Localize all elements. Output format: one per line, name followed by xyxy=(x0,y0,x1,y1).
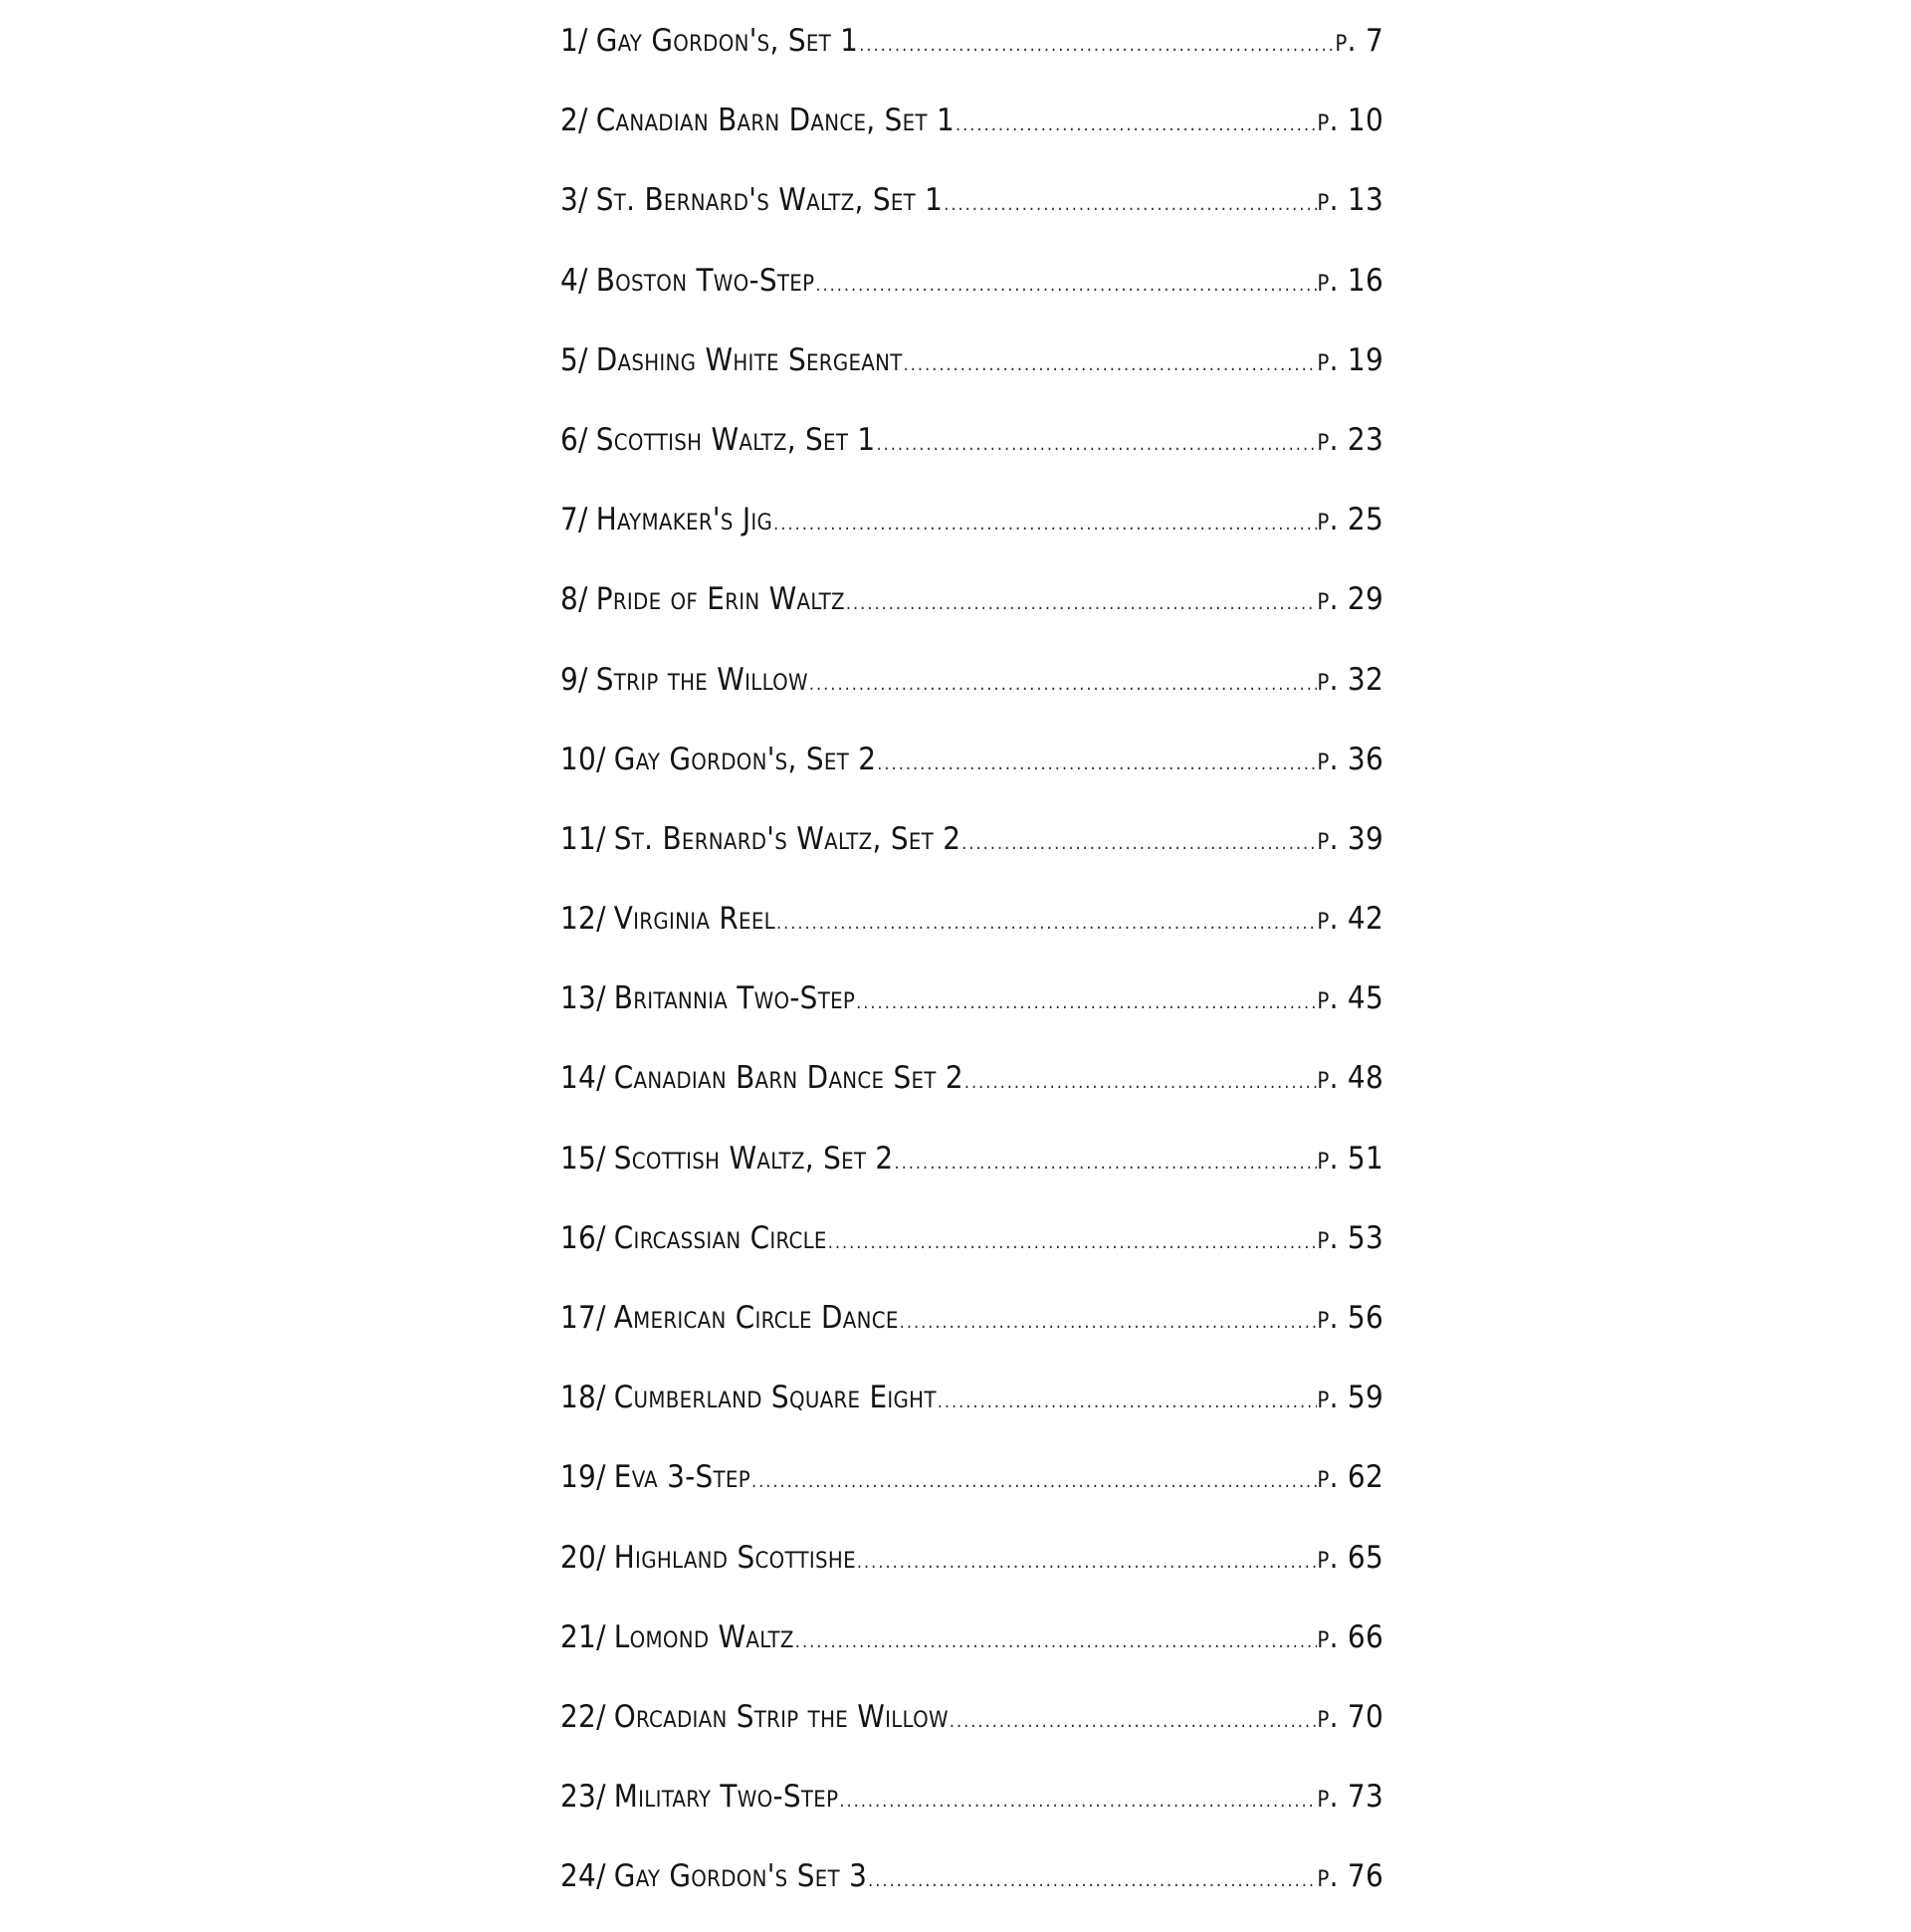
entry-number: 20/ xyxy=(560,1539,606,1576)
toc-entry xyxy=(560,1053,1383,1133)
page-prefix: p. xyxy=(1317,262,1339,299)
page-prefix: p. xyxy=(1317,820,1339,857)
entry-page-number: 13 xyxy=(1347,182,1383,219)
entry-number: 15/ xyxy=(560,1140,606,1177)
entry-number: 16/ xyxy=(560,1219,606,1256)
entry-title: St. Bernard's Waltz, Set 1 xyxy=(595,182,944,219)
entry-page-ref xyxy=(1317,1533,1383,1583)
page-prefix: p. xyxy=(1317,741,1339,777)
toc-entry xyxy=(560,574,1383,654)
dot-leader xyxy=(960,819,1317,869)
page-prefix: p. xyxy=(1317,661,1339,698)
page-prefix: p. xyxy=(1317,1300,1339,1336)
entry-page-ref xyxy=(1317,96,1383,145)
dot-leader xyxy=(808,660,1317,710)
entry-number: 7/ xyxy=(560,502,588,538)
toc-entry xyxy=(560,1533,1383,1612)
entry-number: 18/ xyxy=(560,1380,606,1416)
entry-title: Canadian Barn Dance, Set 1 xyxy=(595,103,955,139)
entry-title: Pride of Erin Waltz xyxy=(595,581,845,618)
entry-page-number: 10 xyxy=(1347,103,1383,139)
entry-page-ref xyxy=(1317,814,1383,864)
entry-title: Strip the Willow xyxy=(595,661,808,698)
dot-leader xyxy=(937,1378,1318,1427)
dot-leader xyxy=(893,1139,1317,1188)
dot-leader xyxy=(775,899,1317,949)
page-prefix: p. xyxy=(1317,1858,1339,1895)
dot-leader xyxy=(814,261,1317,311)
toc-entry xyxy=(560,894,1383,973)
dot-leader xyxy=(963,1058,1317,1108)
entry-page-ref xyxy=(1317,1293,1383,1343)
page-prefix: p. xyxy=(1317,502,1339,538)
entry-page-ref xyxy=(1317,735,1383,784)
toc-entry xyxy=(560,1134,1383,1213)
entry-title: Eva 3-Step xyxy=(613,1459,750,1496)
entry-number: 19/ xyxy=(560,1459,606,1496)
toc-entry xyxy=(560,96,1383,175)
entry-page-ref xyxy=(1317,1452,1383,1502)
dot-leader xyxy=(899,1298,1318,1348)
dot-leader xyxy=(856,1538,1317,1588)
entry-title: Scottish Waltz, Set 2 xyxy=(613,1140,894,1177)
toc-entry xyxy=(560,1612,1383,1692)
page-prefix: p. xyxy=(1317,1380,1339,1416)
entry-page-number: 36 xyxy=(1347,741,1383,777)
entry-page-ref xyxy=(1317,1692,1383,1742)
dot-leader xyxy=(955,101,1317,150)
entry-title: Gay Gordon's Set 3 xyxy=(613,1858,868,1895)
toc-entry xyxy=(560,16,1383,96)
entry-number: 21/ xyxy=(560,1618,606,1655)
entry-page-number: 29 xyxy=(1347,581,1383,618)
entry-page-number: 73 xyxy=(1347,1779,1383,1816)
entry-page-number: 59 xyxy=(1347,1380,1383,1416)
entry-number: 9/ xyxy=(560,661,588,698)
entry-page-number: 76 xyxy=(1347,1858,1383,1895)
entry-number: 13/ xyxy=(560,980,606,1017)
dot-leader xyxy=(845,579,1317,629)
entry-title: Lomond Waltz xyxy=(613,1618,794,1655)
toc-entry xyxy=(560,1772,1383,1851)
entry-page-number: 32 xyxy=(1347,661,1383,698)
entry-number: 23/ xyxy=(560,1779,606,1816)
entry-page-number: 45 xyxy=(1347,980,1383,1017)
entry-number: 12/ xyxy=(560,901,606,938)
entry-number: 8/ xyxy=(560,581,588,618)
entry-number: 17/ xyxy=(560,1300,606,1336)
entry-title: St. Bernard's Waltz, Set 2 xyxy=(613,820,961,857)
entry-title: Scottish Waltz, Set 1 xyxy=(595,421,876,458)
entry-page-number: 39 xyxy=(1347,820,1383,857)
entry-page-ref xyxy=(1317,1851,1383,1901)
toc-entry xyxy=(560,1373,1383,1452)
entry-number: 10/ xyxy=(560,741,606,777)
page-prefix: p. xyxy=(1317,980,1339,1017)
entry-page-number: 16 xyxy=(1347,262,1383,299)
table-of-contents xyxy=(560,16,1383,1932)
entry-number: 24/ xyxy=(560,1858,606,1895)
toc-entry xyxy=(560,175,1383,255)
toc-entry xyxy=(560,256,1383,335)
entry-page-number: 19 xyxy=(1347,341,1383,378)
entry-number: 11/ xyxy=(560,820,606,857)
dot-leader xyxy=(855,978,1317,1028)
page-prefix: p. xyxy=(1317,1060,1339,1097)
entry-page-ref xyxy=(1317,1053,1383,1103)
toc-entry xyxy=(560,1213,1383,1293)
entry-page-ref xyxy=(1317,256,1383,306)
page-prefix: p. xyxy=(1317,103,1339,139)
page-prefix: p. xyxy=(1317,182,1339,219)
entry-number: 4/ xyxy=(560,262,588,299)
entry-page-ref xyxy=(1317,1213,1383,1263)
entry-page-ref xyxy=(1317,1134,1383,1183)
entry-page-number: 42 xyxy=(1347,901,1383,938)
toc-entry xyxy=(560,814,1383,894)
entry-title: Military Two-Step xyxy=(613,1779,839,1816)
dot-leader xyxy=(867,1856,1317,1906)
entry-title: Haymaker's Jig xyxy=(595,502,773,538)
toc-entry xyxy=(560,1452,1383,1532)
page-prefix: p. xyxy=(1317,1698,1339,1735)
toc-entry xyxy=(560,1293,1383,1373)
entry-title: Highland Scottishe xyxy=(613,1539,856,1576)
entry-page-ref xyxy=(1317,574,1383,624)
toc-entry xyxy=(560,335,1383,415)
dot-leader xyxy=(838,1777,1317,1826)
dot-leader xyxy=(858,21,1335,71)
toc-entry xyxy=(560,973,1383,1053)
entry-title: Boston Two-Step xyxy=(595,262,815,299)
dot-leader xyxy=(827,1218,1318,1268)
entry-page-ref xyxy=(1317,1772,1383,1822)
toc-entry xyxy=(560,655,1383,735)
entry-number: 6/ xyxy=(560,421,588,458)
entry-page-number: 7 xyxy=(1365,23,1383,59)
page-prefix: p. xyxy=(1317,1618,1339,1655)
entry-page-number: 70 xyxy=(1347,1698,1383,1735)
toc-entry xyxy=(560,495,1383,574)
dot-leader xyxy=(794,1617,1318,1667)
entry-page-number: 53 xyxy=(1347,1219,1383,1256)
entry-page-number: 23 xyxy=(1347,421,1383,458)
entry-page-ref xyxy=(1317,655,1383,705)
entry-title: Britannia Two-Step xyxy=(613,980,856,1017)
page-prefix: p. xyxy=(1317,581,1339,618)
page-prefix: p. xyxy=(1317,421,1339,458)
page-prefix: p. xyxy=(1317,1539,1339,1576)
dot-leader xyxy=(750,1457,1317,1507)
entry-number: 1/ xyxy=(560,23,588,59)
dot-leader xyxy=(943,180,1317,230)
toc-entry xyxy=(560,415,1383,495)
entry-page-number: 25 xyxy=(1347,502,1383,538)
entry-page-ref xyxy=(1317,1373,1383,1422)
entry-page-number: 65 xyxy=(1347,1539,1383,1576)
entry-number: 22/ xyxy=(560,1698,606,1735)
entry-number: 5/ xyxy=(560,341,588,378)
entry-page-number: 51 xyxy=(1347,1140,1383,1177)
dot-leader xyxy=(875,420,1317,470)
entry-title: Gay Gordon's, Set 1 xyxy=(595,23,859,59)
entry-title: Dashing White Sergeant xyxy=(595,341,903,378)
entry-page-number: 56 xyxy=(1347,1300,1383,1336)
entry-title: American Circle Dance xyxy=(613,1300,899,1336)
dot-leader xyxy=(772,500,1317,549)
page-prefix: p. xyxy=(1317,1779,1339,1816)
entry-page-ref xyxy=(1317,335,1383,385)
toc-entry xyxy=(560,735,1383,814)
page-prefix: p. xyxy=(1317,1140,1339,1177)
entry-page-ref xyxy=(1335,16,1383,66)
entry-page-number: 62 xyxy=(1347,1459,1383,1496)
entry-title: Cumberland Square Eight xyxy=(613,1380,937,1416)
entry-number: 2/ xyxy=(560,103,588,139)
entry-page-ref xyxy=(1317,973,1383,1023)
entry-page-number: 48 xyxy=(1347,1060,1383,1097)
page-prefix: p. xyxy=(1317,341,1339,378)
entry-page-ref xyxy=(1317,415,1383,465)
entry-title: Virginia Reel xyxy=(613,901,775,938)
entry-number: 14/ xyxy=(560,1060,606,1097)
entry-title: Gay Gordon's, Set 2 xyxy=(613,741,877,777)
page-prefix: p. xyxy=(1317,901,1339,938)
page-prefix: p. xyxy=(1335,23,1357,59)
entry-title: Orcadian Strip the Willow xyxy=(613,1698,949,1735)
page-prefix: p. xyxy=(1317,1219,1339,1256)
toc-entry xyxy=(560,1692,1383,1772)
toc-entry xyxy=(560,1851,1383,1931)
dot-leader xyxy=(903,340,1318,390)
entry-page-ref xyxy=(1317,1612,1383,1662)
entry-page-ref xyxy=(1317,894,1383,944)
dot-leader xyxy=(876,740,1317,789)
entry-page-number: 66 xyxy=(1347,1618,1383,1655)
dot-leader xyxy=(949,1697,1318,1747)
page-prefix: p. xyxy=(1317,1459,1339,1496)
entry-page-ref xyxy=(1317,495,1383,544)
entry-number: 3/ xyxy=(560,182,588,219)
entry-title: Circassian Circle xyxy=(613,1219,827,1256)
entry-title: Canadian Barn Dance Set 2 xyxy=(613,1060,963,1097)
entry-page-ref xyxy=(1317,175,1383,225)
